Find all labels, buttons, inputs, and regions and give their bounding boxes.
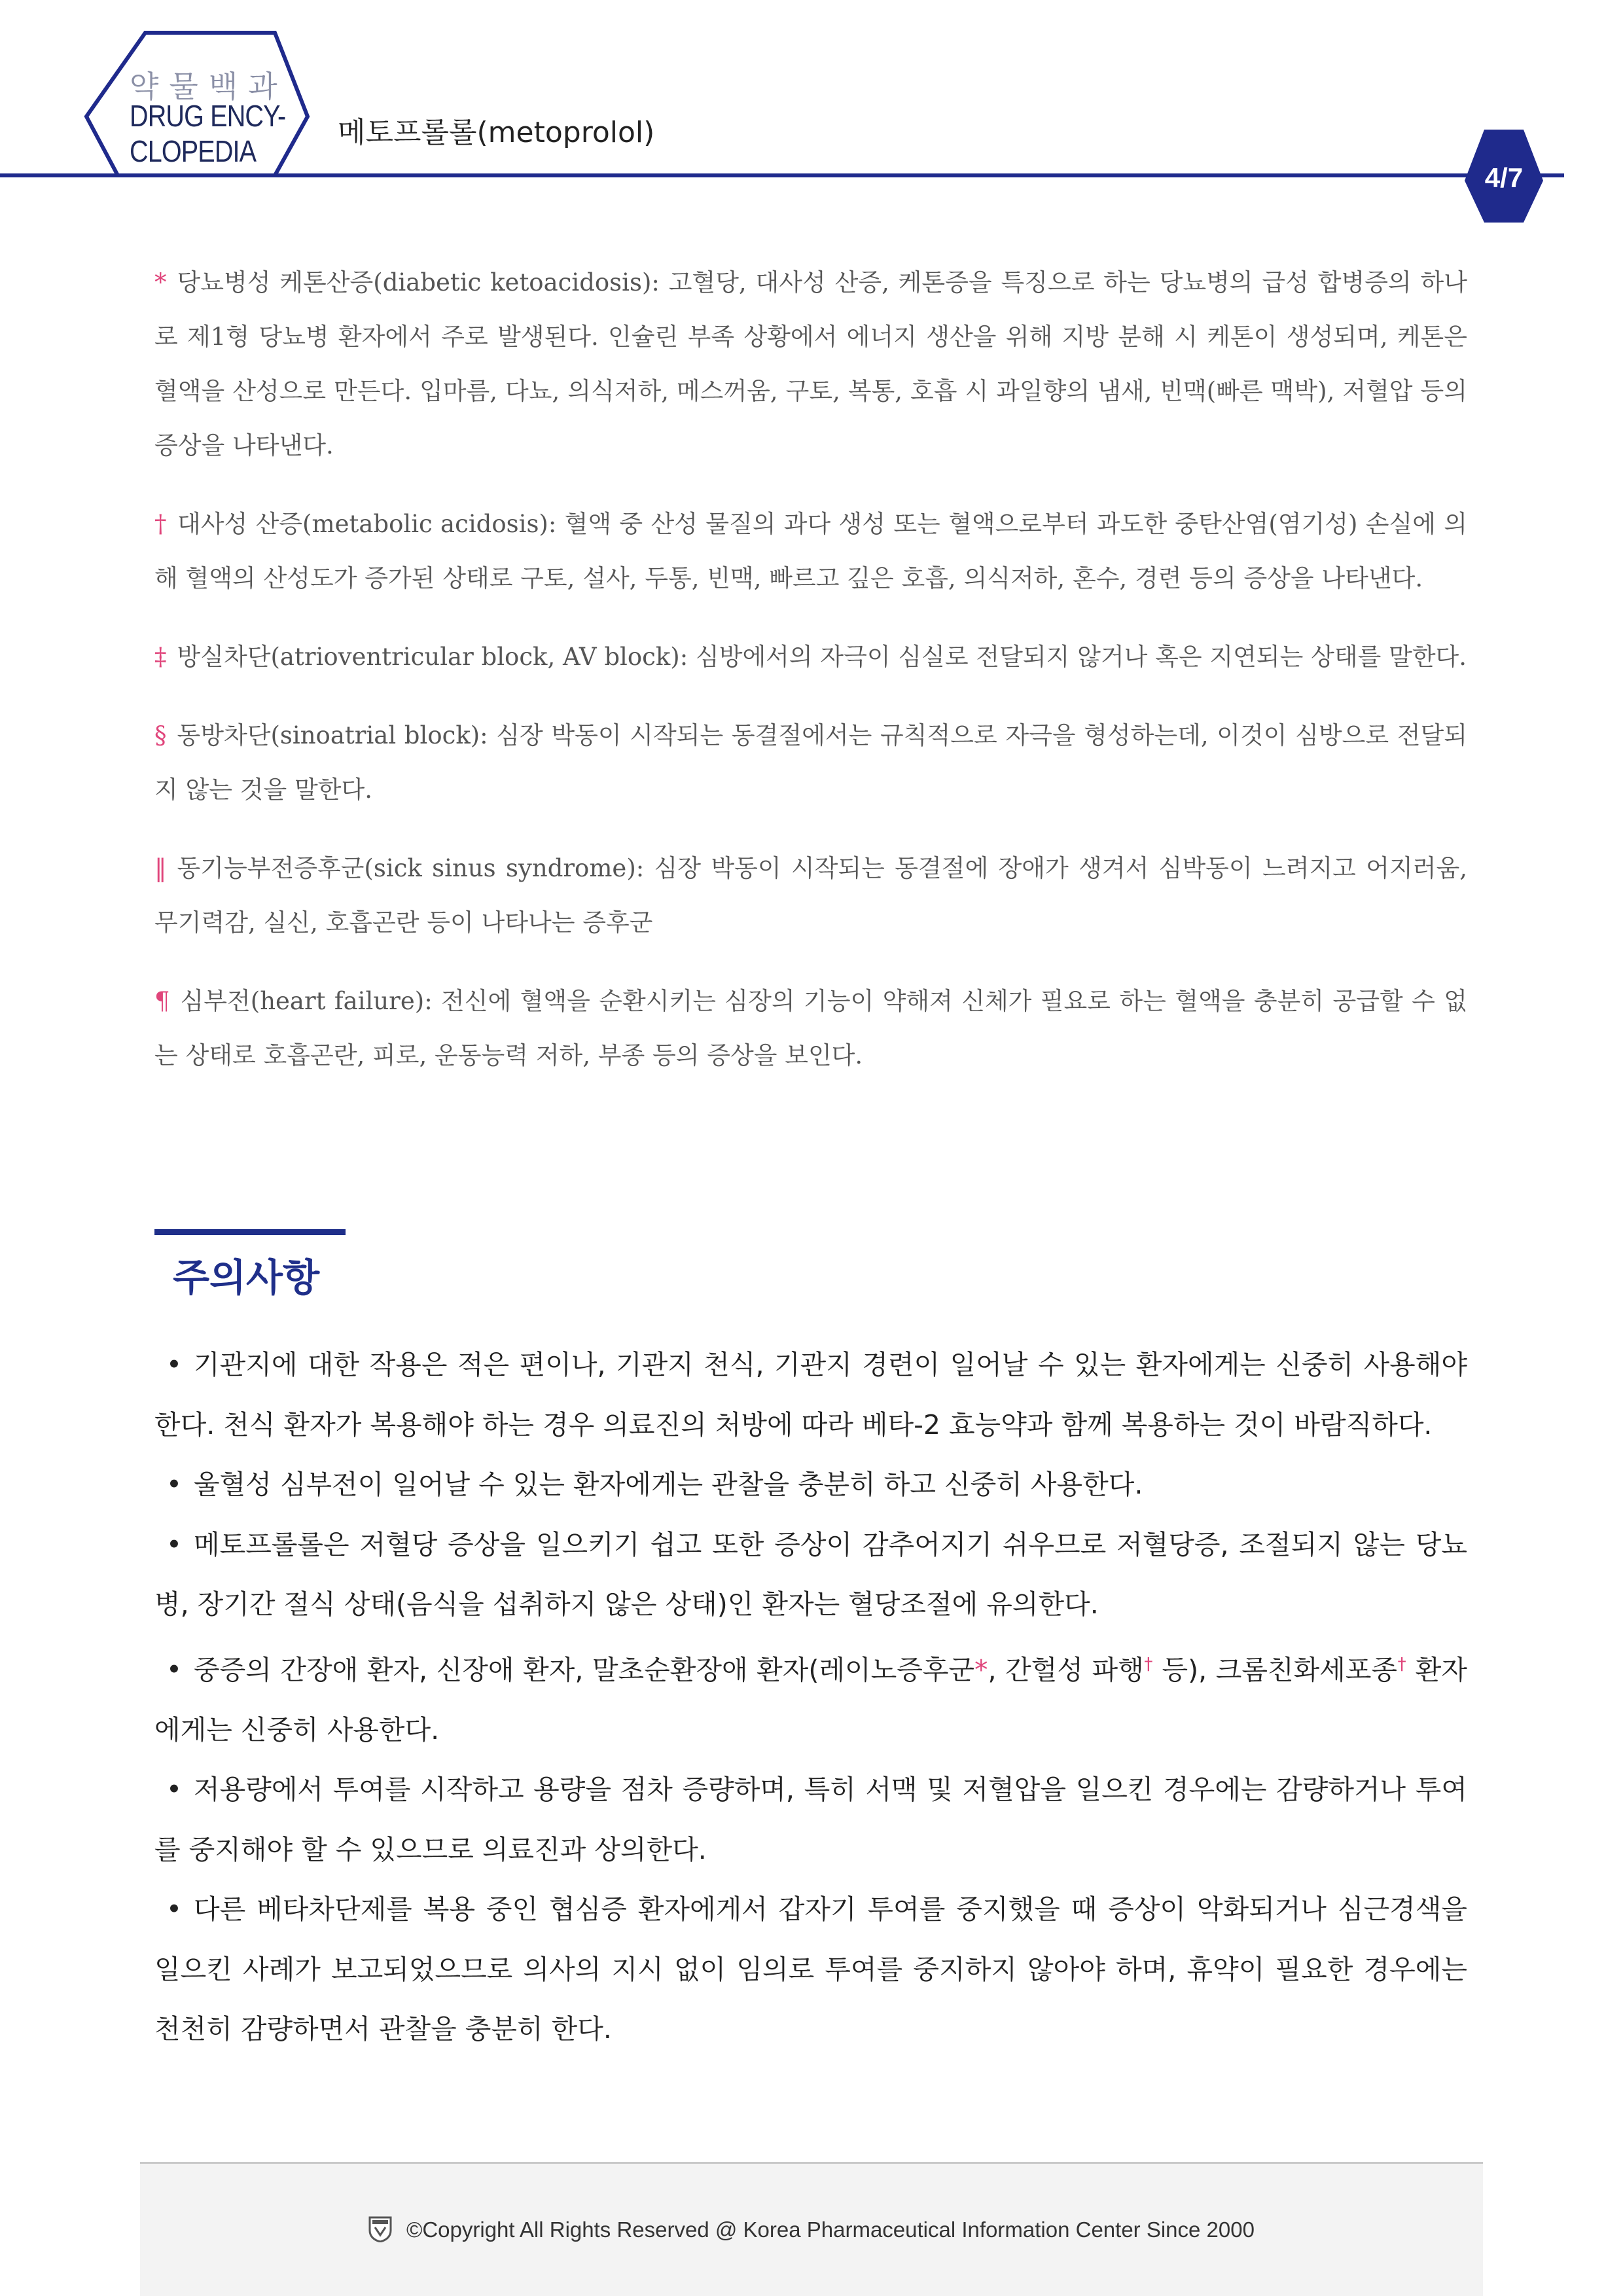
footnote-text: 동기능부전증후군(sick sinus syndrome): 심장 박동이 시작되는 동결절에 장애가 생겨서 심박동이 느려지고 어지러움, 무기력감, 실신, 호흡곤란 등이 나타나는 증후군	[154, 854, 1467, 937]
bullet: •	[166, 1349, 183, 1380]
caution-text: 등), 크롬친화세포종	[1152, 1654, 1398, 1686]
kpic-shield-icon	[368, 2216, 392, 2242]
page-footer	[140, 2164, 1483, 2296]
footnote-mark: †	[154, 510, 168, 538]
footnote-item	[154, 974, 1467, 1083]
footnote-item	[154, 255, 1467, 473]
caution-item	[154, 1515, 1467, 1635]
caution-list	[154, 1335, 1467, 2060]
page-header	[0, 0, 1623, 223]
caution-text: 기관지에 대한 작용은 적은 편이나, 기관지 천식, 기관지 경련이 일어날 수 있는 환자에게는 신중히 사용해야 한다. 천식 환자가 복용해야 하는 경우 의료진의 처방에 따라 베타-2 효능약과 함께 복용하는 것이 바람직하다.	[154, 1349, 1467, 1441]
footnote-text: 동방차단(sinoatrial block): 심장 박동이 시작되는 동결절에서는 규칙적으로 자극을 형성하는데, 이것이 심방으로 전달되지 않는 것을 말한다.	[154, 721, 1467, 804]
footer-content	[140, 2216, 1483, 2242]
caution-text: 메토프롤롤은 저혈당 증상을 일으키기 쉽고 또한 증상이 감추어지기 쉬우므로 저혈당증, 조절되지 않는 당뇨병, 장기간 절식 상태(음식을 섭취하지 않은 상태)인 환자는 혈당조절에 유의한다.	[154, 1528, 1467, 1620]
document-title: 메토프롤롤(metoprolol)	[338, 116, 655, 149]
bullet: •	[166, 1528, 183, 1560]
bullet: •	[166, 1654, 183, 1686]
caution-item	[154, 1880, 1467, 2060]
caution-text: 울혈성 심부전이 일어날 수 있는 환자에게는 관찰을 충분히 하고 신중히 사용한다.	[194, 1469, 1143, 1500]
footnote-text: 심부전(heart failure): 전신에 혈액을 순환시키는 심장의 기능이 약해져 신체가 필요로 하는 혈액을 충분히 공급할 수 없는 상태로 호흡곤란, 피로, 운동능력 저하, 부종 등의 증상을 보인다.	[154, 987, 1467, 1069]
bullet: •	[166, 1774, 183, 1806]
logo-korean: 약물백과	[130, 69, 288, 103]
footnote-mark: §	[154, 721, 167, 749]
logo-english-line2: CLOPEDIA	[130, 134, 257, 168]
footnote-mark: ‖	[154, 854, 167, 882]
footnote-ref: †	[1143, 1654, 1153, 1674]
caution-item	[154, 1760, 1467, 1880]
footnote-ref: †	[1397, 1654, 1407, 1674]
caution-item	[154, 1635, 1467, 1761]
footnote-item	[154, 708, 1467, 817]
caution-item	[154, 1335, 1467, 1455]
copyright-text: ©Copyright All Rights Reserved @ Korea Pharmaceutical Information Center Since 2000	[406, 2217, 1255, 2242]
footnote-item	[154, 497, 1467, 605]
footnote-mark: *	[154, 268, 167, 296]
footnote-item	[154, 630, 1467, 684]
footnote-mark: ¶	[154, 987, 170, 1015]
caution-item	[154, 1455, 1467, 1515]
caution-text: 저용량에서 투여를 시작하고 용량을 점차 증량하며, 특히 서맥 및 저혈압을 일으킨 경우에는 감량하거나 투여를 중지해야 할 수 있으므로 의료진과 상의한다.	[154, 1774, 1467, 1865]
page-number: 4/7	[1484, 162, 1524, 193]
caution-text: 환자에게는 신중히 사용한다.	[154, 1654, 1467, 1746]
caution-text: 중증의 간장애 환자, 신장애 환자, 말초순환장애 환자(레이노증후군	[194, 1654, 975, 1686]
footnote-list	[154, 255, 1467, 1104]
section-title-rule	[154, 1229, 346, 1235]
bullet: •	[166, 1893, 183, 1926]
footnote-item	[154, 841, 1467, 950]
caution-text: , 간헐성 파행	[988, 1654, 1144, 1686]
logo-english	[130, 98, 285, 169]
footnote-text: 대사성 산증(metabolic acidosis): 혈액 중 산성 물질의 과다 생성 또는 혈액으로부터 과도한 중탄산염(염기성) 손실에 의해 혈액의 산성도가 증가된 상태로 구토, 설사, 두통, 빈맥, 빠르고 깊은 호흡, 의식저하, 혼수, 경련 등의 증상을 나타낸다.	[154, 510, 1468, 592]
section-title: 주의사항	[173, 1255, 320, 1300]
footnote-ref: *	[974, 1654, 988, 1686]
footnote-text: 당뇨병성 케톤산증(diabetic ketoacidosis): 고혈당, 대사성 산증, 케톤증을 특징으로 하는 당뇨병의 급성 합병증의 하나로 제1형 당뇨병 환자에서 주로 발생된다. 인슐린 부족 상황에서 에너지 생산을 위해 지방 분해 시 케톤이 생성되며, 케톤은 혈액을 산성으로 만든다. 입마름, 다뇨, 의식저하, 메스꺼움, 구토, 복통, 호흡 시 과일향의 냄새, 빈맥(빠른 맥박), 저혈압 등의 증상을 나타낸다.	[154, 268, 1467, 459]
bullet: •	[166, 1469, 183, 1500]
footnote-mark: ‡	[154, 643, 167, 671]
logo-english-line1: DRUG ENCY-	[130, 99, 286, 133]
caution-text: 다른 베타차단제를 복용 중인 협심증 환자에게서 갑자기 투여를 중지했을 때 증상이 악화되거나 심근경색을 일으킨 사례가 보고되었으므로 의사의 지시 없이 임의로 투여를 중지하지 않아야 하며, 휴약이 필요한 경우에는 천천히 감량하면서 관찰을 충분히 한다.	[154, 1893, 1467, 2045]
footnote-text: 방실차단(atrioventricular block, AV block): 심방에서의 자극이 심실로 전달되지 않거나 혹은 지연되는 상태를 말한다.	[177, 643, 1467, 671]
